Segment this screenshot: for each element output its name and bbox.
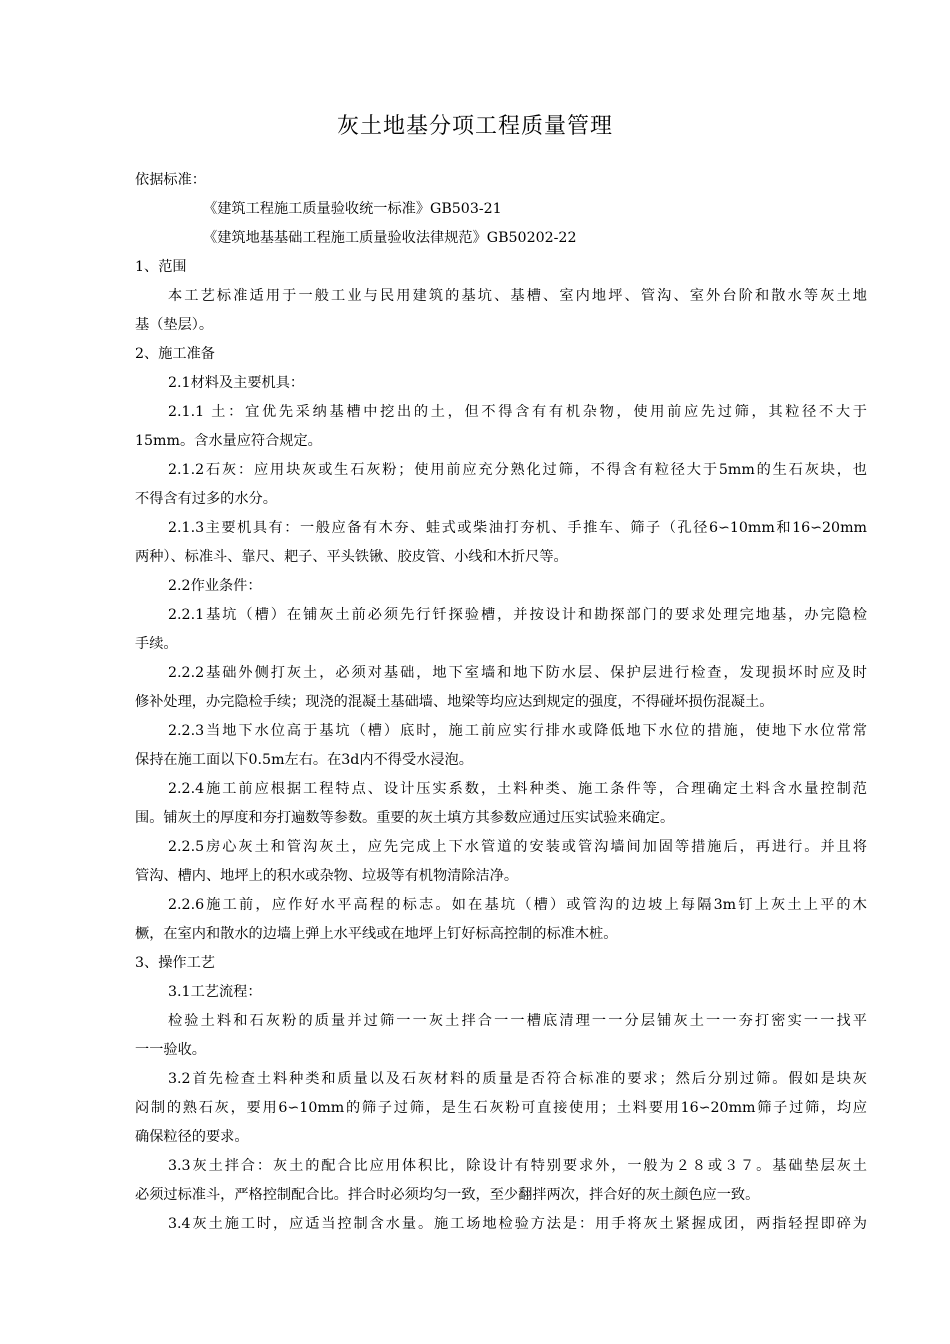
text-line: 保持在施工面以下0.5m左右。在3d内不得受水浸泡。: [135, 752, 473, 768]
text-line: 两种）、标准斗、靠尺、耙子、平头铁锹、胶皮管、小线和木折尺等。: [135, 549, 568, 565]
text-line: 3.1工艺流程：: [168, 984, 262, 1000]
text-line: 2.1.3主要机具有：一般应备有木夯、蛙式或柴油打夯机、手推车、筛子（孔径6∽10mm和16∽20mm: [168, 520, 867, 536]
text-line: 确保粒径的要求。: [135, 1129, 249, 1145]
document-title: 灰土地基分项工程质量管理: [336, 114, 613, 139]
text-line: 橛，在室内和散水的边墙上弹上水平线或在地坪上钉好标高控制的标准木桩。: [135, 926, 618, 942]
text-line: 2.2.2基础外侧打灰土，必须对基础，地下室墙和地下防水层、保护层进行检查，发现损坏时应及时: [168, 665, 867, 681]
text-line: 检验土料和石灰粉的质量并过筛一一灰土拌合一一槽底清理一一分层铺灰土一一夯打密实一一找平: [168, 1013, 867, 1029]
text-line: 闷制的熟石灰，要用6∽10mm的筛子过筛，是生石灰粉可直接使用；土料要用16∽20mm筛子过筛，均应: [135, 1100, 867, 1116]
text-line: 不得含有过多的水分。: [135, 491, 277, 507]
text-line: 《建筑工程施工质量验收统一标准》GB503-21: [203, 201, 502, 217]
text-line: 3.2首先检查土料种类和质量以及石灰材料的质量是否符合标准的要求；然后分别过筛。假如是块灰: [168, 1071, 867, 1087]
text-line: 2.2作业条件：: [168, 578, 262, 594]
text-line: 本工艺标准适用于一般工业与民用建筑的基坑、基槽、室内地坪、管沟、室外台阶和散水等灰土地: [168, 288, 867, 304]
text-line: 2.1.1 土：宜优先采纳基槽中挖出的土，但不得含有有机杂物，使用前应先过筛，其粒径不大于: [168, 404, 867, 420]
text-line: 一一验收。: [135, 1042, 206, 1058]
text-line: 围。铺灰土的厚度和夯打遍数等参数。重要的灰土填方其参数应通过压实试验来确定。: [135, 810, 675, 826]
section-heading: 1、范围: [135, 259, 187, 275]
text-line: 15mm。含水量应符合规定。: [135, 433, 322, 449]
text-line: 2.2.3当地下水位高于基坑（槽）底时，施工前应实行排水或降低地下水位的措施，使地下水位常常: [168, 723, 867, 739]
document-body: [135, 166, 867, 1239]
text-line: 手续。: [135, 636, 178, 652]
text-line: 修补处理，办完隐检手续；现浇的混凝土基础墙、地梁等均应达到规定的强度，不得碰坏损伤混凝土。: [135, 694, 774, 710]
text-line: 必须过标准斗，严格控制配合比。拌合时必须均匀一致，至少翻拌两次，拌合好的灰土颜色应一致。: [135, 1187, 760, 1203]
text-line: 2.2.4施工前应根据工程特点、设计压实系数，土料种类、施工条件等，合理确定土料含水量控制范: [168, 781, 867, 797]
text-line: 管沟、槽内、地坪上的积水或杂物、垃圾等有机物清除洁净。: [135, 868, 519, 884]
text-line: 《建筑地基基础工程施工质量验收法律规范》GB50202-22: [203, 230, 577, 246]
section-heading: 3、操作工艺: [135, 955, 215, 971]
text-line: 2.2.1基坑（槽）在铺灰土前必须先行钎探验槽，并按设计和勘探部门的要求处理完地基，办完隐检: [168, 607, 867, 623]
text-line: 依据标准：: [135, 172, 206, 188]
text-line: 3.4灰土施工时，应适当控制含水量。施工场地检验方法是：用手将灰土紧握成团，两指轻捏即碎为: [168, 1216, 867, 1232]
text-line: 基（垫层）。: [135, 317, 214, 333]
text-line: 2.2.6施工前，应作好水平高程的标志。如在基坑（槽）或管沟的边坡上每隔3m钉上灰土上平的木: [168, 897, 867, 913]
text-line: 2.1材料及主要机具：: [168, 375, 305, 391]
section-heading: 2、施工准备: [135, 346, 215, 362]
text-line: 2.2.5房心灰土和管沟灰土，应先完成上下水管道的安装或管沟墙间加固等措施后，再进行。并且将: [168, 839, 867, 855]
text-line: 3.3灰土拌合：灰土的配合比应用体积比，除设计有特别要求外，一般为２８或３７。基础垫层灰土: [168, 1158, 867, 1174]
text-line: 2.1.2石灰：应用块灰或生石灰粉；使用前应充分熟化过筛，不得含有粒径大于5mm的生石灰块，也: [168, 462, 867, 478]
